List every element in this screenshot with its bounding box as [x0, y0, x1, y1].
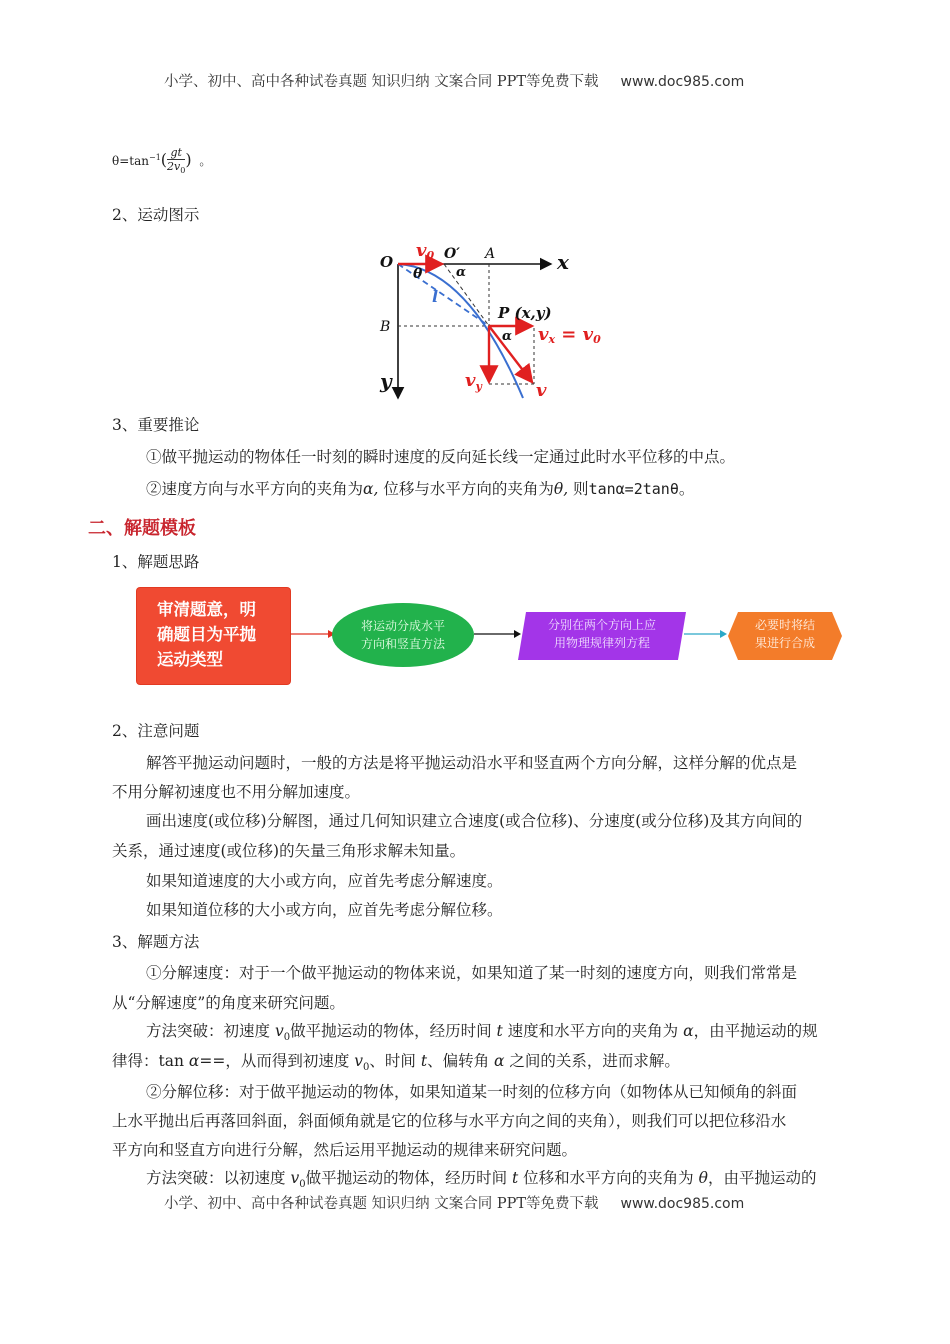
bt1-a: 方法突破：初速度 [146, 1022, 275, 1040]
bt1-l2-alpha: α [188, 1052, 200, 1070]
flow-step-4 [728, 616, 842, 652]
label-l: l [432, 287, 439, 306]
bt2-theta: θ [698, 1169, 708, 1187]
formula-lhs: θ=tan [112, 154, 149, 169]
flow-step-1-line-2: 确题目为平抛 [157, 625, 256, 644]
label-theta: θ [413, 266, 423, 282]
header-url[interactable]: www.doc985.com [620, 74, 745, 90]
bt1-d: ，由平抛运动的规 [693, 1022, 818, 1040]
flow-step-2-line-1: 将运动分成水平 [360, 619, 445, 633]
bt2-t: t [512, 1169, 519, 1187]
label-v0: v0 [416, 240, 435, 262]
formula-den: 2v [167, 160, 181, 173]
bt1-l2-a: 律得：tan [112, 1052, 189, 1070]
method-2-line-3: 平方向和竖直方向进行分解，然后运用平抛运动的规律来研究问题。 [112, 1141, 578, 1159]
item-inference: 3、重要推论 [112, 416, 200, 434]
label-b: B [380, 319, 391, 335]
page-footer [164, 1192, 744, 1213]
label-a: A [485, 246, 496, 262]
inference-2-formula: tanα=2tanθ [588, 480, 679, 498]
inference-1: ①做平抛运动的物体任一时刻的瞬时速度的反向延长线一定通过此时水平位移的中点。 [146, 448, 736, 466]
bt1-l2-c: 、时间 [369, 1052, 421, 1070]
label-o-prime: O′ [444, 246, 460, 262]
label-vy: $v_y$ [465, 370, 482, 393]
bt1-v0-sub: 0 [283, 1032, 291, 1044]
notes-para-4: 如果知道位移的大小或方向，应首先考虑分解位移。 [146, 901, 503, 919]
bt1-l2-e: 之间的关系，进而求解。 [504, 1052, 680, 1070]
header-text: 小学、初中、高中各种试卷真题 知识归纳 文案合同 PPT等免费下载 [164, 74, 599, 90]
bt1-c: 速度和水平方向的夹角为 [502, 1022, 684, 1040]
bt1-alpha: α [683, 1022, 694, 1040]
flow-step-1 [137, 588, 290, 684]
inference-2-theta: θ, [553, 480, 569, 498]
flow-step-1-line-3: 运动类型 [157, 650, 223, 669]
formula-num: gt [167, 146, 185, 160]
inference-2-a: ②速度方向与水平方向的夹角为 [146, 480, 364, 498]
bt1-l2-alpha2: α [494, 1052, 505, 1070]
label-alpha-top: α [456, 265, 467, 280]
inference-2 [146, 474, 694, 504]
bt2-d: ，由平抛运动的 [707, 1169, 817, 1187]
label-o: O [380, 253, 394, 271]
formula-fraction [167, 146, 185, 177]
bt1-t: t [496, 1022, 503, 1040]
flow-step-3-line-1: 分别在两个方向上应 [547, 618, 656, 632]
notes-para-2-line-2: 关系，通过速度(或位移)的矢量三角形求解未知量。 [112, 842, 466, 860]
footer-text: 小学、初中、高中各种试卷真题 知识归纳 文案合同 PPT等免费下载 [164, 1196, 599, 1212]
bt1-l2-v0: v [354, 1052, 364, 1070]
bt1-l2-d: 、偏转角 [427, 1052, 495, 1070]
bt1-v0: v [274, 1022, 284, 1040]
projectile-motion-diagram [368, 236, 618, 404]
inference-2-end: 。 [678, 480, 695, 498]
formula-end: 。 [199, 154, 212, 169]
label-y-axis: y [380, 369, 392, 393]
displacement-dashed [398, 264, 489, 326]
notes-para-1-line-1: 解答平抛运动问题时，一般的方法是将平抛运动沿水平和竖直两个方向分解，这样分解的优点是 [146, 754, 798, 772]
inference-2-c: 则 [568, 480, 589, 498]
formula-den-sub: 0 [180, 166, 186, 176]
bt2-b: 做平抛运动的物体，经历时间 [305, 1169, 513, 1187]
label-p: P (x,y) [498, 304, 552, 322]
bt2-c: 位移和水平方向的夹角为 [518, 1169, 699, 1187]
bt2-v0-sub: 0 [299, 1179, 306, 1191]
section-2-title: 二、解题模板 [88, 518, 196, 539]
flow-arrow-2 [474, 626, 522, 642]
method-2-line-2: 上水平抛出后再落回斜面，斜面倾角就是它的位移与水平方向之间的夹角），则我们可以把位移沿水 [112, 1112, 787, 1130]
bt1-b: 做平抛运动的物体，经历时间 [290, 1022, 497, 1040]
flow-arrow-1 [290, 626, 336, 642]
bt1-l2-t: t [420, 1052, 428, 1070]
flow-step-3 [518, 616, 686, 652]
bt1-l2-b: ==，从而得到初速度 [199, 1052, 355, 1070]
dashed-tangent-line [444, 264, 489, 326]
bt2-a: 方法突破：以初速度 [146, 1169, 291, 1187]
bt1-l2-v0-sub: 0 [363, 1062, 370, 1074]
theta-formula: $\theta=\tan^{-1}$( $\frac{gt}{2v_0}$ ) 。 [112, 146, 212, 176]
label-v: v [536, 380, 547, 401]
flow-step-4-line-2: 果进行合成 [754, 636, 815, 650]
flow-step-4-line-1: 必要时将结 [754, 618, 815, 632]
flow-step-3-line-2: 用物理规律列方程 [553, 636, 650, 650]
item-approach: 1、解题思路 [112, 553, 200, 571]
bt2-v0: v [290, 1169, 300, 1187]
footer-url[interactable]: www.doc985.com [620, 1196, 745, 1212]
label-vx: vx = v0 [538, 324, 601, 346]
item-notes: 2、注意问题 [112, 722, 200, 740]
notes-para-3: 如果知道速度的大小或方向，应首先考虑分解速度。 [146, 872, 503, 890]
label-alpha-p: α [502, 329, 513, 344]
flow-step-2-line-2: 方向和竖直方法 [360, 637, 445, 651]
method-1-line-2: 从“分解速度”的角度来研究问题。 [112, 994, 345, 1012]
page-header [164, 70, 744, 91]
formula-sup: −1 [148, 153, 161, 163]
inference-2-alpha: α, [363, 480, 379, 498]
method-2-line-1: ②分解位移：对于做平抛运动的物体，如果知道某一时刻的位移方向（如物体从已知倾角的斜面 [146, 1083, 798, 1101]
inference-2-b: 位移与水平方向的夹角为 [378, 480, 554, 498]
notes-para-1-line-2: 不用分解初速度也不用分解加速度。 [112, 783, 361, 801]
notes-para-2-line-1: 画出速度(或位移)分解图，通过几何知识建立合速度(或合位移)、分速度(或分位移)及其方向间的 [146, 812, 803, 830]
flow-step-1-line-1: 审清题意，明 [157, 600, 256, 619]
item-motion-diagram: 2、运动图示 [112, 206, 200, 224]
flow-step-2 [332, 603, 474, 667]
method-1-line-1: ①分解速度：对于一个做平抛运动的物体来说，如果知道了某一时刻的速度方向，则我们常常是 [146, 964, 798, 982]
label-x-axis: x [557, 250, 569, 274]
flow-arrow-3 [684, 626, 730, 642]
item-methods: 3、解题方法 [112, 933, 200, 951]
